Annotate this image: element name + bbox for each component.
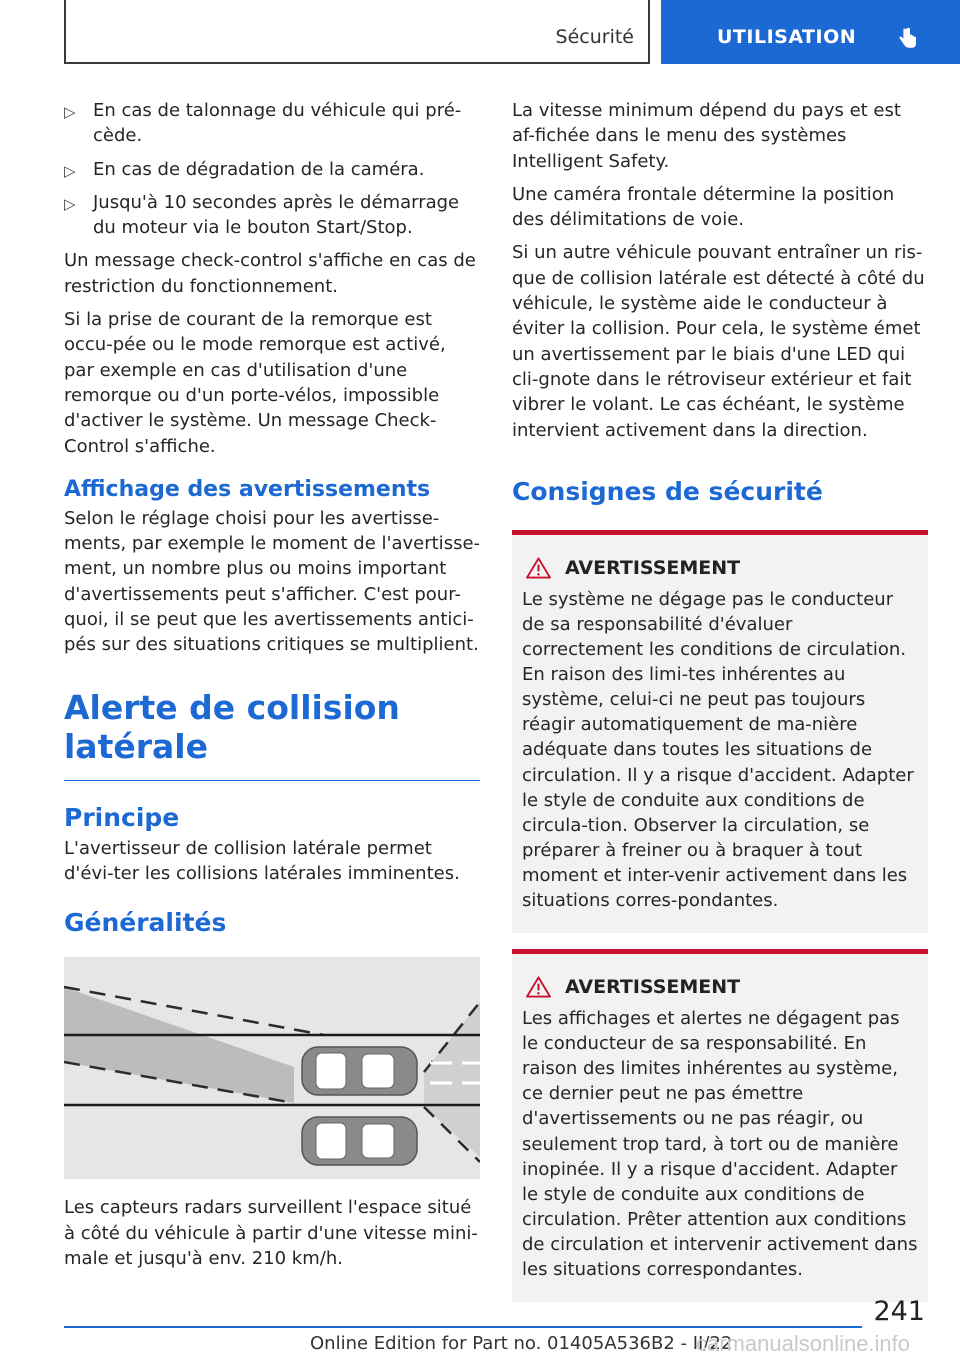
paragraph-collision-risk: Si un autre véhicule pouvant entraîner un ris-que de collision latérale est détecté à côté du véhicule, le système aide le conducteur à éviter la collision. Pour cela, le système émet un avertissement par le biais d'une LED qui cli-gnote dans le rétroviseur extérieur et fait vibrer le volant. Le cas échéant, le système intervient activement dans la direction. xyxy=(512,242,925,441)
paragraph-min-speed: La vitesse minimum dépend du pays et est af-fichée dans le menu des systèmes Intelligent Safety. xyxy=(512,100,901,172)
header-chapter-tab[interactable] xyxy=(661,0,960,64)
warning-text: Le système ne dégage pas le conducteur de sa responsabilité d'évaluer correctement les conditions de circulation. En raison des limi-tes inhérentes au système, celui-ci ne peut pas toujours réagir automatiquement de ma-nière adéquate dans toutes les situations de circulation. Il y a risque d'accident. Adapter le style de conduite aux conditions de circula-tion. Observer la circulation, se préparer à freiner ou à braquer à tout moment et inter-venir activement dans les situations corres-pondantes. xyxy=(522,588,914,911)
warning-box xyxy=(512,530,928,933)
warning-header xyxy=(522,976,918,998)
footer-edition: Online Edition for Part no. 01405A536B2 - II/22 xyxy=(310,1333,733,1354)
warning-title: AVERTISSEMENT xyxy=(565,976,741,999)
warning-triangle-icon xyxy=(526,976,551,998)
pointing-hand-icon xyxy=(898,27,918,51)
warning-triangle-icon xyxy=(526,557,551,579)
list-item: ▷ En cas de dégradation de la caméra. xyxy=(64,157,480,182)
heading-generalites: Généralités xyxy=(64,908,227,938)
paragraph-camera: Une caméra frontale détermine la position des délimitations de voie. xyxy=(512,183,895,231)
lane-diagram-svg xyxy=(64,957,480,1179)
condition-list xyxy=(64,98,480,240)
other-vehicle xyxy=(302,1117,417,1165)
own-vehicle xyxy=(302,1047,417,1095)
warning-header xyxy=(522,557,918,579)
paragraph-radar-sensors: Les capteurs radars surveillent l'espace situé à côté du véhicule à partir d'une vitesse mini-male et jusqu'à env. 210 km/h. xyxy=(64,1197,478,1269)
lane-illustration xyxy=(64,957,480,1179)
warning-title: AVERTISSEMENT xyxy=(565,556,741,579)
page-number: 241 xyxy=(873,1296,925,1327)
heading-affichage: Affichage des avertissements xyxy=(64,476,431,502)
header-chapter-label: UTILISATION xyxy=(717,26,857,48)
header-section-box xyxy=(64,0,650,64)
triangle-bullet-icon: ▷ xyxy=(64,161,76,180)
footer-divider xyxy=(64,1326,862,1328)
paragraph-check-control: Un message check-control s'affiche en cas de restriction du fonctionnement. xyxy=(64,250,476,297)
warning-text: Les affichages et alertes ne dégagent pas le conducteur de sa responsabilité. En raison des limites inhérentes au système, ce dernier peut ne pas émettre d'avertissements ou ne pas réagir, ou seulement trop tard, à tort ou de manière inopinée. Il y a risque d'accident. Adapter le style de conduite aux conditions de circulation. Prêter attention aux conditions de circulation et intervenir activement dans les situations correspondantes. xyxy=(522,1008,918,1281)
header-section-title: Sécurité xyxy=(555,26,634,48)
list-item: ▷ En cas de talonnage du véhicule qui pré-cède. xyxy=(64,100,462,147)
paragraph-warnings-setting: Selon le réglage choisi pour les avertisse-ments, par exemple le moment de l'avertisse-ment, un nombre plus ou moins important d'avertissements peut s'afficher. C'est pour-quoi, il se peut que les avertissements antici-pés sur des situations critiques se multiplient. xyxy=(64,507,481,656)
rear-sensor-field xyxy=(64,987,294,1103)
list-item: ▷ Jusqu'à 10 secondes après le démarrage du moteur via le bouton Start/Stop. xyxy=(64,191,460,239)
right-column xyxy=(512,98,928,1302)
paragraph-trailer: Si la prise de courant de la remorque est occu-pée ou le mode remorque est activé, par exemple en cas d'utilisation d'une remorque ou d'un porte-vélos, impossible d'activer le système. Un message Check-Control s'affiche. xyxy=(64,309,446,457)
front-sensor-field xyxy=(424,1002,480,1157)
triangle-bullet-icon: ▷ xyxy=(64,103,76,121)
heading-alerte-collision: Alerte de collision latérale xyxy=(64,688,480,781)
triangle-bullet-icon: ▷ xyxy=(64,194,76,213)
heading-principe: Principe xyxy=(64,802,180,832)
paragraph-principe: L'avertisseur de collision latérale permet d'évi-ter les collisions latérales imminentes. xyxy=(64,837,460,884)
left-column xyxy=(64,98,480,1279)
heading-consignes: Consignes de sécurité xyxy=(512,476,823,506)
watermark: carmanualsonline.info xyxy=(696,1331,911,1356)
warning-box xyxy=(512,949,928,1302)
